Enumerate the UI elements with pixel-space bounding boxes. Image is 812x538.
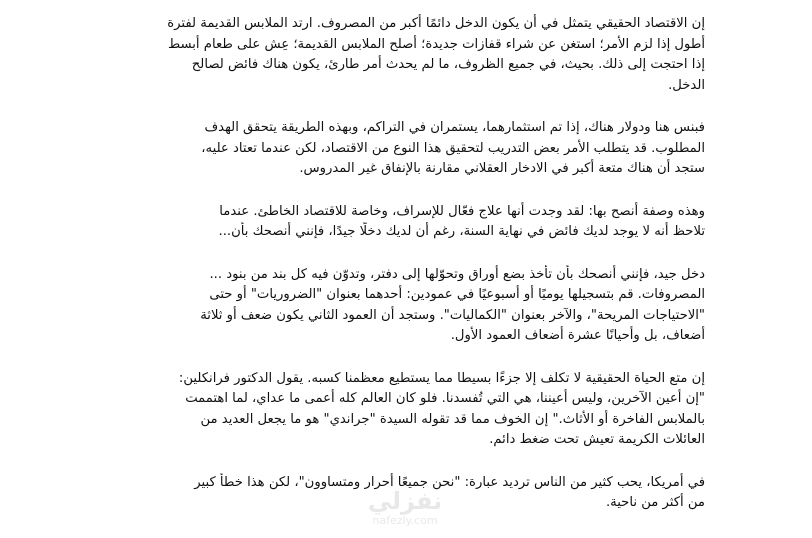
text-line: المطلوب. قد يتطلب الأمر بعض التدريب لتحقيق هذا النوع من الاقتصاد، لكن عندما تعتاد عليه، xyxy=(201,140,705,156)
paragraph xyxy=(105,369,705,451)
text-line: الدخل. xyxy=(668,77,705,93)
text-line: وهذه وصفة أنصح بها: لقد وجدت أنها علاج فعّال للإسراف، وخاصة للاقتصاد الخاطئ. عندما xyxy=(219,203,705,219)
paragraph xyxy=(105,265,705,347)
document-body xyxy=(105,14,705,536)
paragraph xyxy=(105,14,705,96)
text-line: فبنس هنا ودولار هناك، إذا تم استثمارهما، يستمران في التراكم، وبهذه الطريقة يتحقق الهدف xyxy=(204,120,705,135)
watermark-logo: نفزلي xyxy=(367,487,443,515)
text-line: المصروفات. قم بتسجيلها يوميًا أو أسبوعيًا في عمودين: أحدهما بعنوان "الضروريات" أو حتى xyxy=(209,287,705,302)
text-line: إن متع الحياة الحقيقية لا تكلف إلا جزءًا بسيطا مما يستطيع معظمنا كسبه. يقول الدكتور فرانكلين: xyxy=(178,370,705,386)
text-line: إن الاقتصاد الحقيقي يتمثل في أن يكون الدخل دائمًا أكبر من المصروف. ارتد الملابس القديمة لفترة xyxy=(167,16,705,31)
text-line: إذا احتجت إلى ذلك. بحيث، في جميع الظروف، ما لم يحدث أمر طارئ، يكون هناك فائض لصالح xyxy=(191,57,705,72)
text-line: ستجد أن هناك متعة أكبر في الادخار العقلاني مقارنة بالإنفاق غير المدروس. xyxy=(299,161,705,176)
text-line: أطول إذا لزم الأمر؛ استغن عن شراء قفازات جديدة؛ أصلح الملابس القديمة؛ عِش على طعام أبسط xyxy=(167,36,705,52)
text-line: "إن أعين الآخرين، وليس أعيننا، هي التي تُفسدنا. فلو كان العالم كله أعمى ما عداي، لما اهتممت xyxy=(185,391,705,406)
paragraph xyxy=(105,118,705,180)
text-line: أضعاف، بل وأحيانًا عشرة أضعاف العمود الأول. xyxy=(450,328,705,343)
text-line: من أكثر من ناحية. xyxy=(605,495,705,510)
text-line: "الاحتياجات المريحة"، والآخر بعنوان "الكماليات". وستجد أن العمود الثاني يكون ضعف أو ثلاثة xyxy=(200,307,705,323)
paragraph xyxy=(105,202,705,243)
watermark-site: nafezly.com xyxy=(372,514,438,527)
text-line: تلاحظ أنه لا يوجد لديك فائض في نهاية السنة، رغم أن لديك دخلًا جيدًا، فإنني أنصحك بأن... xyxy=(218,224,705,239)
text-line: العائلات الكريمة تعيش تحت ضغط دائم. xyxy=(489,432,705,447)
text-line: بالملابس الفاخرة أو الأثاث." إن الخوف مما قد تقوله السيدة "جراندي" هو ما يجعل العديد من xyxy=(200,411,705,427)
paragraph xyxy=(105,473,705,514)
text-line: في أمريكا، يحب كثير من الناس ترديد عبارة: "نحن جميعًا أحرار ومتساوون"، لكن هذا خطأ كبير xyxy=(194,474,705,490)
text-line: دخل جيد، فإنني أنصحك بأن تأخذ بضع أوراق وتحوّلها إلى دفتر، وتدوّن فيه كل بند من بنود ... xyxy=(209,266,705,282)
